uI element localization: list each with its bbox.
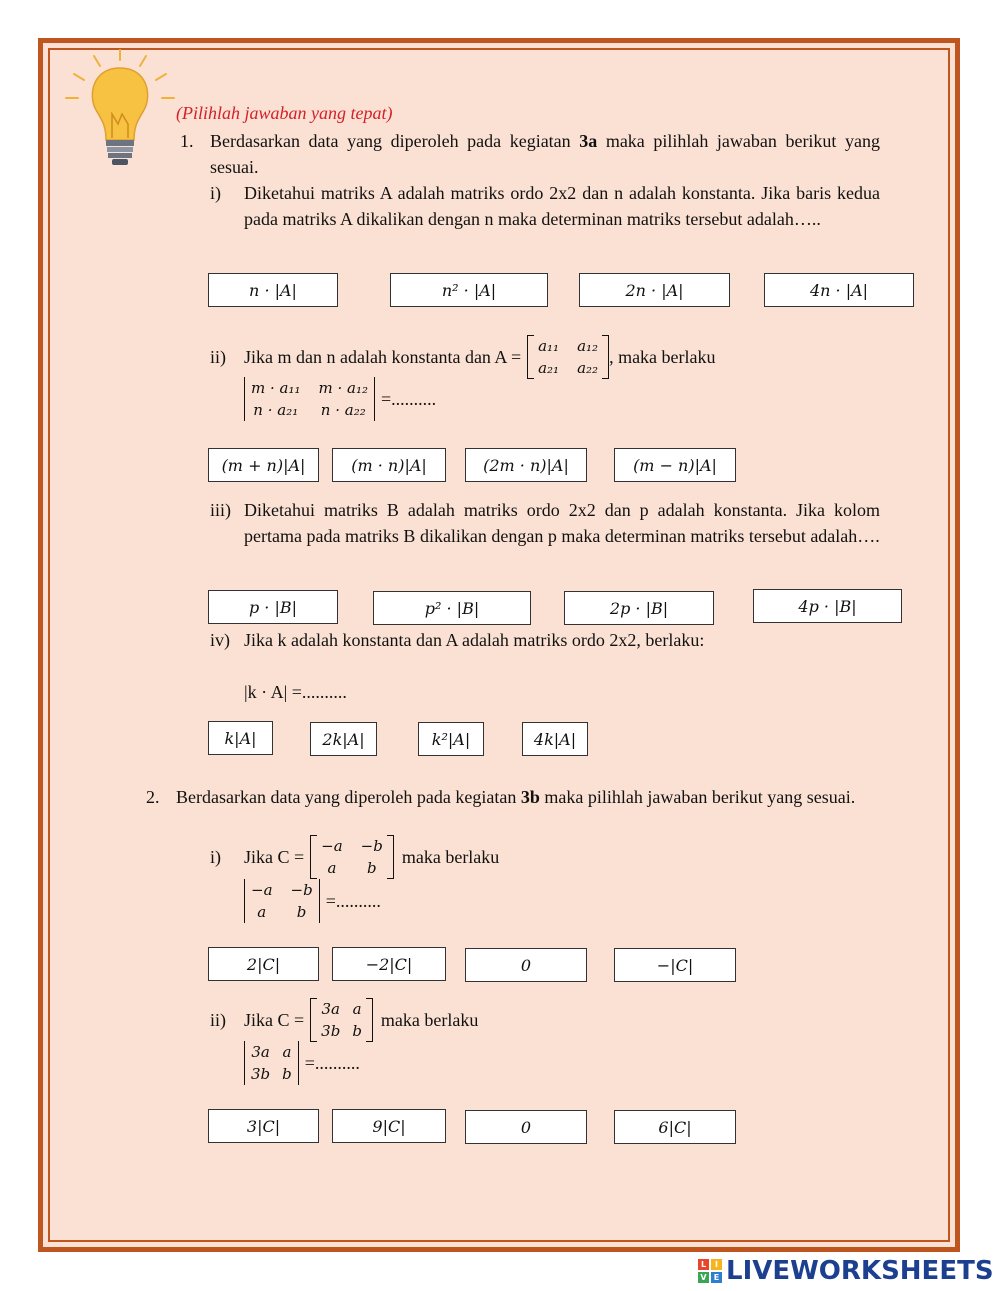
determinant-mn: m · a₁₁ m · a₁₂ n · a₂₁ n · a₂₂ bbox=[244, 377, 375, 421]
q2-i-line bbox=[244, 834, 499, 880]
q1-text-b: maka pilihlah jawaban berikut yang sesuai. bbox=[210, 131, 880, 177]
q1-i-label: i) bbox=[210, 183, 221, 203]
q2-i-option-2[interactable]: −2|C| bbox=[332, 947, 446, 981]
q2-text-a: Berdasarkan data yang diperoleh pada kegiatan bbox=[176, 787, 521, 807]
q1-iv-text: Jika k adalah konstanta dan A adalah matriks ordo 2x2, berlaku: bbox=[244, 630, 705, 650]
q1-iii-option-4[interactable]: 4p · |B| bbox=[753, 589, 902, 623]
q2-i-label: i) bbox=[210, 847, 221, 867]
q2-i-option-1[interactable]: 2|C| bbox=[208, 947, 319, 981]
q1-iv-option-2[interactable]: 2k|A| bbox=[310, 722, 377, 756]
q1-i-option-3[interactable]: 2n · |A| bbox=[579, 273, 730, 307]
determinant-c2: 3a a 3b b bbox=[244, 1041, 299, 1085]
q1-i-option-4[interactable]: 4n · |A| bbox=[764, 273, 914, 307]
q2-i-determinant bbox=[244, 878, 381, 924]
q1-iv-option-4[interactable]: 4k|A| bbox=[522, 722, 588, 756]
q2-i-option-3[interactable]: 0 bbox=[465, 948, 587, 982]
q1-text bbox=[210, 128, 880, 180]
q1-ii-determinant bbox=[244, 376, 436, 422]
q2-ii-equals: =.......... bbox=[304, 1053, 360, 1073]
q2-ii-option-4[interactable]: 6|C| bbox=[614, 1110, 736, 1144]
q2-ii-text-a: Jika C = bbox=[244, 1010, 305, 1030]
q1-iv-expression: |k · A| =.......... bbox=[244, 682, 347, 702]
q2-ii-option-1[interactable]: 3|C| bbox=[208, 1109, 319, 1143]
lightbulb-icon bbox=[62, 48, 178, 174]
q2-activity: 3b bbox=[520, 787, 540, 807]
q1-ii-line bbox=[244, 334, 716, 380]
q1-ii-equals: =.......... bbox=[381, 389, 437, 409]
q2-ii-label: ii) bbox=[210, 1010, 226, 1030]
q2-i-text-a: Jika C = bbox=[244, 847, 305, 867]
q1-text-a: Berdasarkan data yang diperoleh pada kegiatan bbox=[210, 131, 580, 151]
q1-iii-option-2[interactable]: p² · |B| bbox=[373, 591, 531, 625]
matrix-c: −a −b a b bbox=[310, 835, 394, 879]
q1-iv-option-3[interactable]: k²|A| bbox=[418, 722, 484, 756]
q1-activity: 3a bbox=[579, 131, 598, 151]
q1-ii-option-2[interactable]: (m · n)|A| bbox=[332, 448, 446, 482]
q1-ii-option-4[interactable]: (m − n)|A| bbox=[614, 448, 736, 482]
q1-iii-text: Diketahui matriks B adalah matriks ordo 2x2 dan p adalah konstanta. Jika kolom pertama pada matriks B dikalikan dengan p maka determinan matriks tersebut adalah…. bbox=[244, 500, 880, 546]
q2-i-equals: =.......... bbox=[325, 891, 381, 911]
q2-text-b: maka pilihlah jawaban berikut yang sesuai. bbox=[539, 787, 856, 807]
logo-text: LIVEWORKSHEETS bbox=[726, 1256, 994, 1286]
q2-ii-text-b: maka berlaku bbox=[380, 1010, 479, 1030]
q1-i-option-1[interactable]: n · |A| bbox=[208, 273, 338, 307]
q2-ii-determinant bbox=[244, 1040, 360, 1086]
q1-ii-option-1[interactable]: (m + n)|A| bbox=[208, 448, 319, 482]
q2-number: 2. bbox=[146, 787, 160, 807]
matrix-c2: 3a a 3b b bbox=[310, 998, 373, 1042]
q2-ii-line bbox=[244, 997, 478, 1043]
instruction-text: (Pilihlah jawaban yang tepat) bbox=[176, 103, 393, 123]
determinant-c: −a −b a b bbox=[244, 879, 320, 923]
q2-i-text-b: maka berlaku bbox=[401, 847, 500, 867]
q1-iv-option-1[interactable]: k|A| bbox=[208, 721, 273, 755]
q2-i-option-4[interactable]: −|C| bbox=[614, 948, 736, 982]
q2-ii-option-3[interactable]: 0 bbox=[465, 1110, 587, 1144]
q1-iii-option-3[interactable]: 2p · |B| bbox=[564, 591, 714, 625]
q1-i-text: Diketahui matriks A adalah matriks ordo 2x2 dan n adalah konstanta. Jika baris kedua pada matriks A dikalikan dengan n maka determinan matriks tersebut adalah….. bbox=[244, 183, 880, 229]
q1-ii-text-b: , maka berlaku bbox=[609, 347, 716, 367]
q1-iv-label: iv) bbox=[210, 630, 230, 650]
q2-ii-option-2[interactable]: 9|C| bbox=[332, 1109, 446, 1143]
q1-iii-option-1[interactable]: p · |B| bbox=[208, 590, 338, 624]
q1-ii-text-a: Jika m dan n adalah konstanta dan A = bbox=[244, 347, 522, 367]
q1-i-option-2[interactable]: n² · |A| bbox=[390, 273, 548, 307]
q1-number: 1. bbox=[180, 131, 194, 151]
q1-ii-label: ii) bbox=[210, 347, 226, 367]
matrix-a: a₁₁ a₁₂ a₂₁ a₂₂ bbox=[527, 335, 609, 379]
q2-text bbox=[176, 784, 880, 810]
q1-iii-label: iii) bbox=[210, 500, 231, 520]
logo-mark-icon: L I V E bbox=[698, 1259, 722, 1283]
q1-ii-option-3[interactable]: (2m · n)|A| bbox=[465, 448, 587, 482]
liveworksheets-logo bbox=[698, 1256, 994, 1286]
